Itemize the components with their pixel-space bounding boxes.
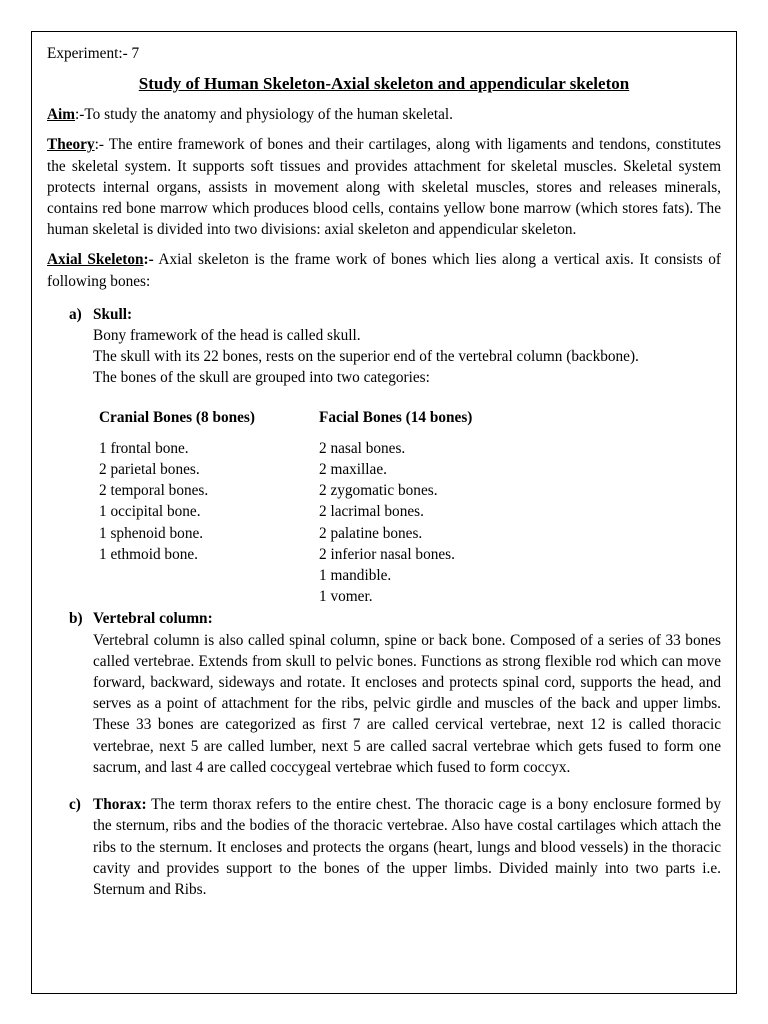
facial-bone-item: 2 maxillae. [319,461,387,479]
cranial-bone-item: 1 occipital bone. [99,503,201,521]
facial-bone-item: 2 lacrimal bones. [319,503,424,521]
thorax-paragraph [93,794,721,900]
thorax-heading: Thorax: [93,796,147,814]
vertebral-text: Vertebral column is also called spinal column, spine or back bone. Composed of a series of 33 bones called vertebrae. Extends from skull to pelvic bones. Functions as strong flexible rod which can move forward, backward, sideways and rotate. It encloses and protects spinal cord, supports the head, and serves as a point of attachment for the ribs, pelvic girdle and muscles of the back and upper limbs. These 33 bones are categorized as first 7 are called cervical vertebrae, next 12 is called thoracic vertebrae, next 5 are called lumber, next 5 are called sacral vertebrae which gets fused to form one sacrum, and last 4 are called coccygeal vertebrae which fused to form coccyx. [93,631,721,776]
document-title: Study of Human Skeleton-Axial skeleton and appendicular skeleton [138,74,630,94]
cranial-bone-item: 1 sphenoid bone. [99,524,204,542]
aim-label: Aim [47,106,76,124]
cranial-bone-item: 1 ethmoid bone. [99,545,198,563]
facial-bone-item: 2 palatine bones. [319,524,423,542]
facial-bone-item: 1 vomer. [319,588,373,606]
vertebral-marker: b) [69,610,83,628]
theory-text: :- The entire framework of bones and their cartilages, along with ligaments and tendons, constitutes the skeletal system. It supports soft tissues and provides attachment for skeletal muscles. Skeletal system protects internal organs, assists in movement along with skeletal muscles, stores and releases minerals, contains red bone marrow which produces blood cells, contains yellow bone marrow (which stores fats). The human skeletal is divided into two divisions: axial skeleton and appendicular skeleton. [47,136,721,239]
axial-label: Axial Skeleton [47,251,144,269]
axial-paragraph [47,249,721,291]
thorax-section [47,794,721,900]
thorax-text: The term thorax refers to the entire chest. The thoracic cage is a bony enclosure formed by the sternum, ribs and the bodies of the thoracic vertebrae. Also have costal cartilages which attach the ribs to the sternum. It encloses and protects the organs (heart, lungs and blood vessels) in the thoracic cavity and provides support to the bones of the upper limbs. Divided mainly into two parts i.e. Sternum and Ribs. [93,796,721,898]
facial-bone-item: 2 nasal bones. [319,439,406,457]
skull-heading: Skull: [93,305,133,323]
facial-bones-column [319,407,619,608]
aim-text: :-To study the anatomy and physiology of the human skeletal. [75,106,453,124]
facial-bone-item: 2 zygomatic bones. [319,482,438,500]
theory-label: Theory [47,136,95,154]
theory-paragraph [47,134,721,240]
facial-bone-item: 1 mandible. [319,567,392,585]
cranial-bone-item: 1 frontal bone. [99,439,189,457]
facial-bones-heading: Facial Bones (14 bones) [319,408,473,426]
cranial-bone-item: 2 temporal bones. [99,482,209,500]
cranial-bone-item: 2 parietal bones. [99,461,200,479]
axial-separator: :- [143,251,154,269]
document-body [47,43,721,900]
skull-bones-table [93,407,721,608]
skull-marker: a) [69,305,82,323]
cranial-bones-heading: Cranial Bones (8 bones) [99,408,255,426]
experiment-number: Experiment:- 7 [47,45,140,62]
vertebral-section [47,608,721,778]
skull-line-3: The bones of the skull are grouped into two categories: [93,369,430,387]
thorax-marker: c) [69,796,81,814]
vertebral-heading: Vertebral column: [93,610,213,628]
cranial-bones-column [99,407,319,608]
skull-line-1: Bony framework of the head is called skull. [93,327,361,345]
skull-line-2: The skull with its 22 bones, rests on the superior end of the vertebral column (backbone). [93,348,639,366]
facial-bone-item: 2 inferior nasal bones. [319,545,455,563]
skull-section [47,304,721,608]
axial-text: Axial skeleton is the frame work of bones which lies along a vertical axis. It consists of following bones: [47,251,721,290]
aim-paragraph [47,104,721,125]
